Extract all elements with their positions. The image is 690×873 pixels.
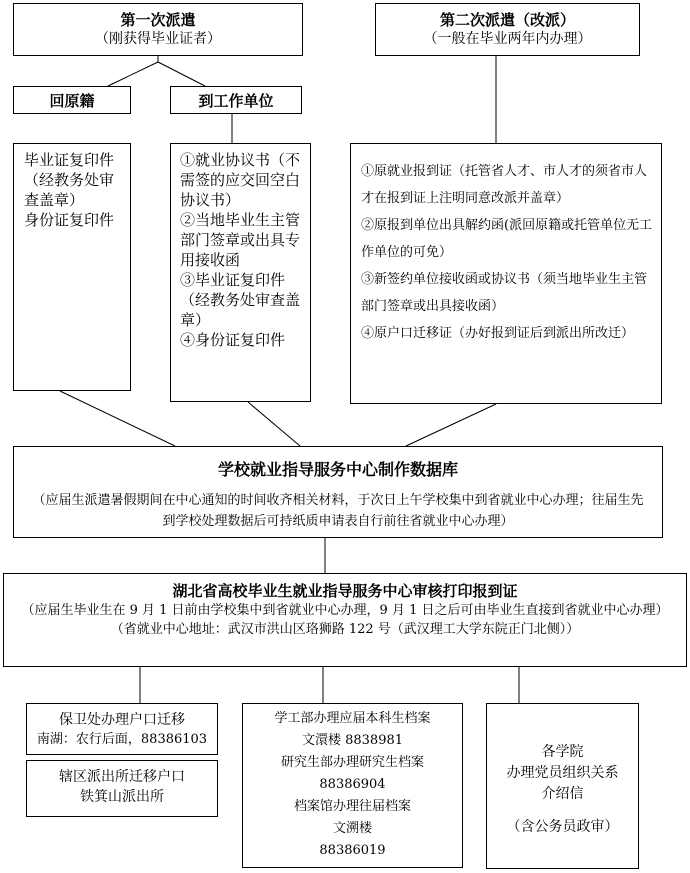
college-line2: 办理党员组织关系 xyxy=(506,765,619,781)
work-docs-box xyxy=(170,143,311,402)
hukou-title: 保卫处办理户口迁移 xyxy=(59,712,185,728)
second-doc-item: ②原报到单位出具解约函(派回原籍或托管单位无工作单位的可免） xyxy=(361,218,653,260)
second-doc-item: ③新签约单位接收函或协议书（须当地毕业生主管部门签章或出具接收函） xyxy=(361,272,648,314)
police-line1: 辖区派出所迁移户口 xyxy=(59,769,185,785)
return-home-box xyxy=(13,86,131,114)
work-unit-box xyxy=(170,86,302,114)
hukou-box xyxy=(26,703,218,755)
work-doc-item: ②当地毕业生主管部门签章或出具专用接收函 xyxy=(180,211,301,269)
line-second-docs-to-school xyxy=(406,404,496,446)
school-center-note: （应届生派遣暑假期间在中心通知的时间收齐相关材料，于次日上午学校集中到省就业中心办理；往届生先到学校处理数据后可持纸质申请表自行前往省就业中心办理） xyxy=(32,493,644,529)
college-line1: 各学院 xyxy=(541,744,584,760)
province-center-note: （应届生毕业生在 9 月 1 日前由学校集中到省就业中心办理，9 月 1 日之后可由毕业生直接到省就业中心办理） xyxy=(21,603,669,618)
second-doc-item: ④原户口迁移证（办好报到证后到派出所改迁） xyxy=(361,326,635,341)
second-dispatch-title: 第二次派遣（改派） xyxy=(439,11,575,29)
college-note: （含公务员政审） xyxy=(506,819,619,835)
first-dispatch-subtitle: （刚获得毕业证者） xyxy=(95,31,221,47)
hukou-detail: 南湖：农行后面，88386103 xyxy=(36,732,208,747)
work-doc-item: ①就业协议书（不需签的应交回空白协议书） xyxy=(180,151,301,209)
school-center-title: 学校就业指导服务中心制作数据库 xyxy=(217,460,458,479)
line-first-to-work xyxy=(158,62,205,86)
second-docs-box xyxy=(350,143,662,404)
return-home-title: 回原籍 xyxy=(49,92,95,110)
province-center-address: （省就业中心地址：武汉市洪山区珞狮路 122 号（武汉理工大学东院正门北侧）） xyxy=(110,622,580,637)
second-dispatch-subtitle: （一般在毕业两年内办理） xyxy=(423,31,592,47)
line-return-docs-to-school xyxy=(60,391,175,446)
second-doc-item: ①原就业报到证（托管省人才、市人才的须省市人才在报到证上注明同意改派并盖章） xyxy=(361,164,648,206)
return-doc-item: 毕业证复印件 xyxy=(24,151,115,169)
police-line2: 铁箕山派出所 xyxy=(80,789,164,805)
province-center-title: 湖北省高校毕业生就业指导服务中心审核打印报到证 xyxy=(172,582,518,600)
archives-line: 档案馆办理往届档案 xyxy=(293,799,411,814)
school-center-box xyxy=(13,446,663,538)
archives-line: 88386904 xyxy=(319,777,386,792)
work-doc-item: ③毕业证复印件（经教务处审查盖章） xyxy=(180,271,301,329)
archives-line: 88386019 xyxy=(319,843,386,858)
line-work-docs-to-school xyxy=(248,402,300,446)
work-doc-item: ④身份证复印件 xyxy=(180,331,286,349)
college-line3: 介绍信 xyxy=(541,786,584,802)
archives-box xyxy=(242,703,463,868)
college-box xyxy=(486,703,639,869)
province-center-box xyxy=(3,573,687,667)
line-first-to-return xyxy=(108,62,158,86)
archives-line: 研究生部办理研究生档案 xyxy=(280,755,424,770)
second-dispatch-box xyxy=(375,3,640,56)
first-dispatch-title: 第一次派遣 xyxy=(120,11,196,29)
archives-line: 文溯楼 xyxy=(332,821,372,836)
return-doc-item: 身份证复印件 xyxy=(24,211,115,229)
return-docs-box xyxy=(13,143,131,391)
police-box xyxy=(26,760,218,817)
work-unit-title: 到工作单位 xyxy=(198,92,274,110)
return-doc-item: （经教务处审查盖章） xyxy=(24,171,115,209)
first-dispatch-box xyxy=(13,3,303,56)
archives-line: 学工部办理应届本科生档案 xyxy=(274,711,431,726)
archives-line: 文澴楼 8838981 xyxy=(301,733,404,748)
